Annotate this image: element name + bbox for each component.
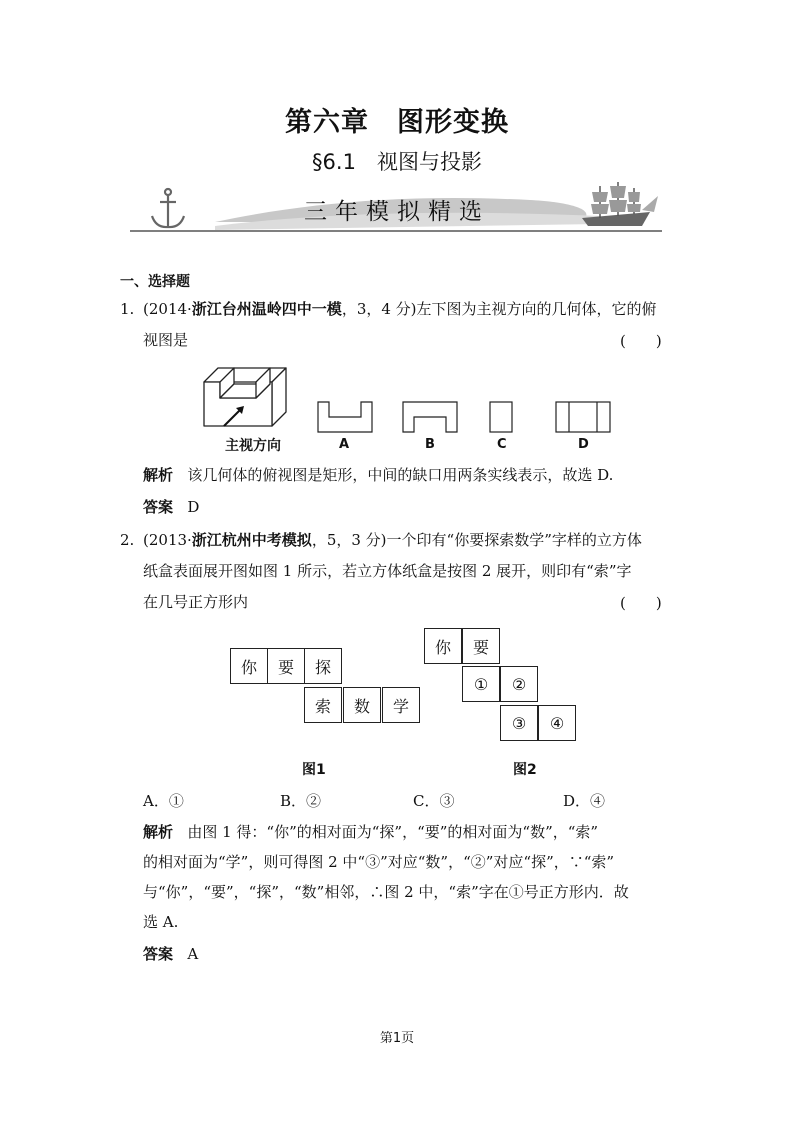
q2-answer-value: A <box>187 945 199 963</box>
fig2-cell: ② <box>500 666 538 702</box>
page-number: 第1页 <box>379 1031 415 1046</box>
fig2-cell: ④ <box>538 705 576 741</box>
q1-option-a-label: A <box>339 437 350 452</box>
q2-stem-text: ，5，3 分)一个印有“你要探索数学”字样的立方体 <box>311 531 642 549</box>
fig2-cell: ① <box>462 666 500 702</box>
q1-analysis <box>143 465 613 485</box>
q1-option-c-figure <box>489 401 513 433</box>
fig2-cell: 你 <box>424 628 462 664</box>
q2-analysis-line2: 的相对面为“学”，则可得图 2 中“③”对应“数”，“②”对应“探”，∵“索” <box>143 853 615 871</box>
fig1-cell: 探 <box>304 648 342 684</box>
q2-choice-b: B．② <box>280 792 322 810</box>
q2-stem-line3: 在几号正方形内 <box>143 593 249 611</box>
q1-source: 浙江台州温岭四中一模 <box>191 300 342 318</box>
q1-answer-blank: ( ) <box>620 332 662 350</box>
q1-option-c-label: C <box>497 437 507 452</box>
fig2-cell: ③ <box>500 705 538 741</box>
q2-analysis-line4: 选 A. <box>143 913 179 931</box>
fig1-cell: 索 <box>304 687 342 723</box>
section-title: §6.1 视图与投影 <box>312 150 482 174</box>
q2-choice-c: C．③ <box>413 792 455 810</box>
q2-stem-line1 <box>143 530 642 550</box>
fig1-cell: 学 <box>382 687 420 723</box>
q1-analysis-text: 该几何体的俯视图是矩形，中间的缺口用两条实线表示，故选 D. <box>187 466 614 484</box>
q1-number: 1. <box>120 300 135 318</box>
q2-source-prefix: (2013· <box>143 531 192 549</box>
q1-option-d-label: D <box>578 437 589 452</box>
q1-main-view-label: 主视方向 <box>225 438 281 454</box>
chapter-title: 第六章 图形变换 <box>285 107 509 138</box>
q2-choice-d: D．④ <box>563 792 606 810</box>
q2-analysis-line3: 与“你”，“要”，“探”，“数”相邻，∴图 2 中，“索”字在①号正方形内．故 <box>143 883 629 901</box>
q1-answer-value: D <box>187 498 200 516</box>
q1-stem-text: ，3，4 分)左下图为主视方向的几何体，它的俯 <box>341 300 657 318</box>
fig1-cell: 你 <box>230 648 268 684</box>
q2-analysis-label: 解析 <box>143 823 174 841</box>
q1-analysis-label: 解析 <box>143 466 174 484</box>
q2-answer-label: 答案 <box>143 945 174 963</box>
q2-number: 2. <box>120 531 135 549</box>
q2-answer-blank: ( ) <box>620 594 662 612</box>
q2-source: 浙江杭州中考模拟 <box>191 531 312 549</box>
q1-option-d-figure <box>555 401 611 433</box>
q1-stem-line2: 视图是 <box>143 331 189 349</box>
q1-stem-line1 <box>143 299 657 319</box>
fig1-cell: 要 <box>267 648 305 684</box>
banner-title: 三年模拟精选 <box>304 199 490 225</box>
q1-solid-figure <box>198 364 288 436</box>
fig1-cell: 数 <box>343 687 381 723</box>
q2-analysis-text-1: 由图 1 得：“你”的相对面为“探”，“要”的相对面为“数”，“索” <box>187 823 599 841</box>
q1-source-prefix: (2014· <box>143 300 192 318</box>
q2-choice-a: A．① <box>143 792 184 810</box>
q2-answer <box>143 944 198 964</box>
fig2-caption: 图2 <box>513 762 537 778</box>
q1-answer-label: 答案 <box>143 498 174 516</box>
section-heading: 一、选择题 <box>120 274 190 290</box>
q1-option-b-figure <box>402 401 458 433</box>
fig1-caption: 图1 <box>302 762 326 778</box>
q1-option-b-label: B <box>425 437 435 452</box>
q2-analysis-line1 <box>143 822 598 842</box>
q1-option-a-figure <box>317 401 373 433</box>
fig2-cell: 要 <box>462 628 500 664</box>
q1-answer <box>143 497 199 517</box>
q2-stem-line2: 纸盒表面展开图如图 1 所示，若立方体纸盒是按图 2 展开，则印有“索”字 <box>143 562 632 580</box>
